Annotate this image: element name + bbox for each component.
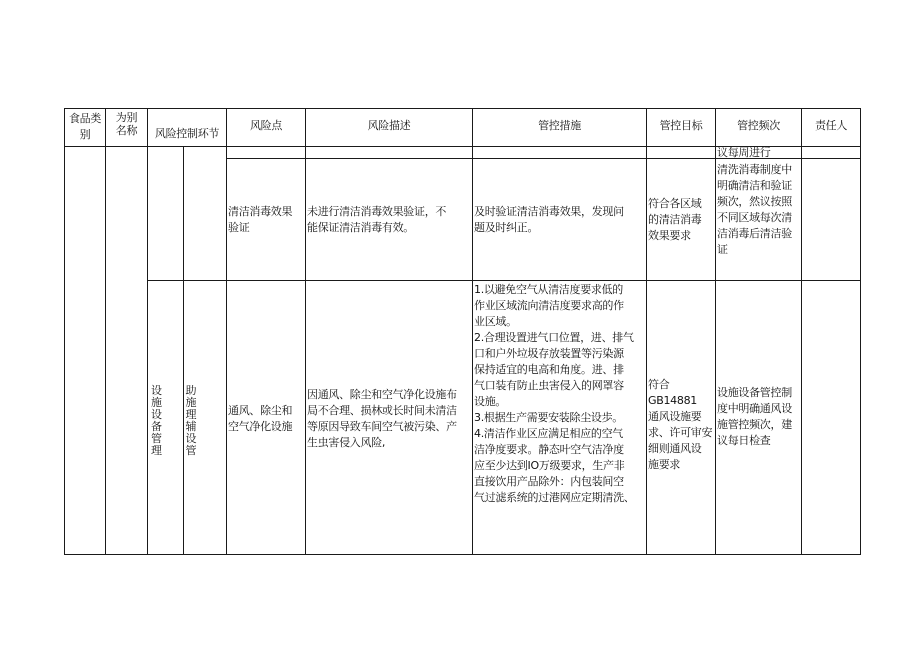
ventilation-risk-description: 因通风、除尘和空气净化设施布 局不合理、损林或长时间未清洁 等原因导致车间空气被污染、产 生虫害侵入风险, [307, 388, 457, 449]
ventilation-stage-group: 设施设备管理 [151, 384, 162, 457]
cleaning-control-target: 符合各区域 的清洁消毒 效果要求 [648, 197, 702, 242]
ventilation-stage-sub: 助施理辅设管 [185, 384, 197, 457]
header-risk-point: 风险点 [249, 119, 283, 132]
header-food-category: 食品类 别 [68, 112, 102, 141]
ventilation-risk-point: 通风、除尘和 空气净化设施 [228, 404, 293, 433]
ventilation-control-target: 符合GB14881 通风设施要 求、许可审安 细则通风设 施要求 [648, 378, 713, 471]
ventilation-control-measures: 1.以避免空气从清洁度要求低的 作业区域流向清洁度要求高的作 业区域。 2.合理设置进气口位置，进、排气 口和户外垃圾存放装置等污染源 保持适宜的电高和角度。进、排 气口装有防止虫害侵入的网罩容 设施。 3.根据生产需要安装除尘设歩。 4.清洁作业区应满足相应的空气 洁净度要求。静态叶空气洁净度 应至少达到IO万级要求，生产非 直接饮用产品除外：内包装间空 气过滤系统的过港网应定期清洗、 [474, 283, 635, 504]
cleaning-control-frequency: 清洗消毒制度中 明确清洁和验证 频次，然议按照 不同区域每次清 洁消毒后清洁验 证 [717, 163, 792, 256]
header-control-frequency: 管控频次 [737, 119, 780, 132]
cleaning-risk-description: 未进行清洁消毒效果验证，不 能保证清洁消毒有效。 [307, 205, 447, 234]
header-category-name: 为别 名称 [115, 111, 138, 137]
ventilation-control-frequency: 设施设备管控制 度中明确通风设 施管控频次，建 议每日检查 [717, 386, 792, 447]
header-risk-stage: 风险控制环节 [154, 127, 220, 140]
header-control-target: 管控目标 [659, 119, 703, 132]
header-responsible-person: 责任人 [814, 119, 848, 132]
header-control-measures: 管控措施 [538, 119, 581, 132]
cleaning-frequency-continued: 议每周进行 [717, 146, 771, 159]
header-risk-description: 风险描述 [367, 119, 411, 132]
cleaning-risk-point: 清洁消毒效果 验证 [228, 205, 293, 234]
cleaning-control-measures: 及时验证清洁消毒效果，发现问 题及时纠正。 [474, 205, 624, 234]
